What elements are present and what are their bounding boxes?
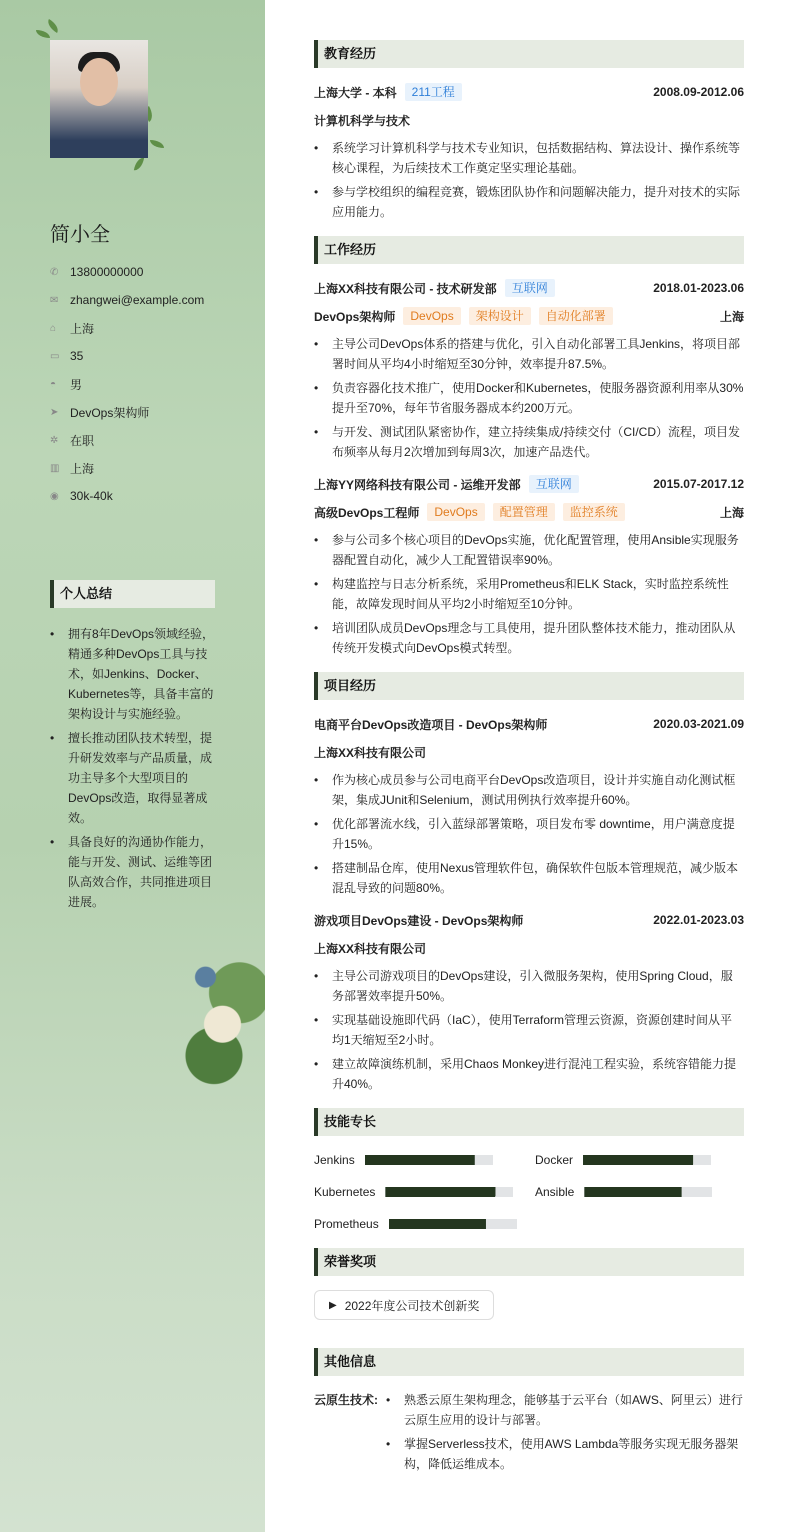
skill-name: Jenkins xyxy=(314,1153,355,1167)
major-row xyxy=(314,110,744,130)
company-row xyxy=(314,278,744,298)
contact-text: 上海 xyxy=(70,321,95,336)
skill-name: Kubernetes xyxy=(314,1185,376,1199)
skill-tag: 自动化部署 xyxy=(539,307,613,325)
school-tag: 211工程 xyxy=(405,83,462,101)
skill-bar-fill xyxy=(584,1187,681,1197)
city-icon: ▥ xyxy=(50,462,60,474)
project-date: 2020.03-2021.09 xyxy=(653,717,744,731)
bullet-list xyxy=(314,334,744,462)
other-bullet: • 掌握Serverless技术，使用AWS Lambda等服务实现无服务器架构，降低运维成本。 xyxy=(386,1434,744,1474)
home-icon: ⌂ xyxy=(50,322,57,334)
bullet-list xyxy=(314,138,744,222)
other-item xyxy=(314,1390,744,1478)
work-date: 2015.07-2017.12 xyxy=(653,477,744,491)
contact-item xyxy=(50,286,204,314)
skill-tag: DevOps xyxy=(403,307,460,325)
contact-text: 在职 xyxy=(70,433,95,448)
bullet-item: • 优化部署流水线，引入蓝绿部署策略，项目发布零 downtime，用户满意度提升15%。 xyxy=(314,814,744,854)
skill-bar-fill xyxy=(365,1155,475,1165)
skills-heading: 技能专长 xyxy=(314,1108,744,1136)
job-role: DevOps架构师 xyxy=(314,309,396,324)
contact-text: 男 xyxy=(70,377,83,392)
age-icon: ▭ xyxy=(50,350,60,362)
project-item xyxy=(314,910,744,1094)
summary-list xyxy=(50,624,218,916)
skill-item xyxy=(314,1182,535,1202)
contact-list xyxy=(50,258,204,510)
gender-icon: ◓ xyxy=(50,378,57,390)
skill-bar xyxy=(583,1155,711,1165)
skill-tag: 架构设计 xyxy=(469,307,531,325)
work-heading: 工作经历 xyxy=(314,236,744,264)
salary-icon: ◉ xyxy=(50,490,59,502)
industry-tag: 互联网 xyxy=(529,475,579,493)
contact-item xyxy=(50,342,204,370)
skill-bar xyxy=(385,1187,513,1197)
school-name: 上海大学 - 本科 xyxy=(314,85,397,100)
role-row xyxy=(314,502,744,522)
sidebar xyxy=(0,0,265,1532)
triangle-right-icon: ▶ xyxy=(329,1299,337,1311)
contact-text: zhangwei@example.com xyxy=(70,293,205,307)
role-row xyxy=(314,306,744,326)
awards-heading: 荣誉奖项 xyxy=(314,1248,744,1276)
project-row xyxy=(314,910,744,930)
company-left xyxy=(314,475,579,493)
skill-name: Prometheus xyxy=(314,1217,379,1231)
project-name: 游戏项目DevOps建设 - DevOps架构师 xyxy=(314,913,524,928)
other-heading: 其他信息 xyxy=(314,1348,744,1376)
project-item xyxy=(314,714,744,898)
major-name: 计算机科学与技术 xyxy=(314,113,411,128)
skill-item xyxy=(314,1150,535,1170)
role-left xyxy=(314,307,613,325)
bullet-item: • 建立故障演练机制，采用Chaos Monkey进行混沌工程实验，系统容错能力提升40%。 xyxy=(314,1054,744,1094)
skill-bar xyxy=(389,1219,517,1229)
status-icon: ✲ xyxy=(50,434,59,446)
education-section xyxy=(314,40,744,222)
contact-text: 13800000000 xyxy=(70,265,144,279)
phone-icon: ✆ xyxy=(50,266,59,278)
job-role: 高级DevOps工程师 xyxy=(314,505,420,520)
project-company-row xyxy=(314,938,744,958)
work-section xyxy=(314,236,744,658)
company-left xyxy=(314,279,555,297)
skill-bar-fill xyxy=(389,1219,486,1229)
flower-decoration xyxy=(180,930,265,1087)
industry-tag: 互联网 xyxy=(505,279,555,297)
bullet-item: • 作为核心成员参与公司电商平台DevOps改造项目，设计并实施自动化测试框架，集成JUnit和Selenium，测试用例执行效率提升60%。 xyxy=(314,770,744,810)
skill-name: Docker xyxy=(535,1153,574,1167)
education-item xyxy=(314,82,744,222)
project-name: 电商平台DevOps改造项目 - DevOps架构师 xyxy=(314,717,548,732)
contact-item xyxy=(50,314,204,342)
company-row xyxy=(314,474,744,494)
contact-item xyxy=(50,482,204,510)
contact-item xyxy=(50,426,204,454)
education-left xyxy=(314,83,462,101)
work-city: 上海 xyxy=(719,309,744,324)
contact-item xyxy=(50,454,204,482)
work-date: 2018.01-2023.06 xyxy=(653,281,744,295)
other-list xyxy=(386,1390,744,1478)
skill-bar-fill xyxy=(385,1187,495,1197)
other-key: 云原生技术: xyxy=(314,1393,378,1407)
work-item xyxy=(314,474,744,658)
skills-section xyxy=(314,1108,744,1234)
skill-item xyxy=(314,1214,535,1234)
summary-item: • 擅长推动团队技术转型，提升研发效率与产品质量，成功主导多个大型项目的DevOps改造，取得显著成效。 xyxy=(50,728,218,828)
project-company: 上海XX科技有限公司 xyxy=(314,941,427,956)
work-city: 上海 xyxy=(719,505,744,520)
bullet-item: • 主导公司游戏项目的DevOps建设，引入微服务架构，使用Spring Cloud，服务部署效率提升50%。 xyxy=(314,966,744,1006)
skill-tag: 配置管理 xyxy=(493,503,555,521)
contact-text: 30k-40k xyxy=(70,489,113,503)
education-row xyxy=(314,82,744,102)
contact-item xyxy=(50,370,204,398)
award-text: 2022年度公司技术创新奖 xyxy=(344,1298,480,1313)
project-company-row xyxy=(314,742,744,762)
contact-item xyxy=(50,398,204,426)
skill-bar xyxy=(365,1155,493,1165)
bullet-item: • 系统学习计算机科学与技术专业知识，包括数据结构、算法设计、操作系统等核心课程，为后续技术工作奠定坚实理论基础。 xyxy=(314,138,744,178)
skill-tag: 监控系统 xyxy=(563,503,625,521)
bullet-item: • 与开发、测试团队紧密协作，建立持续集成/持续交付（CI/CD）流程，项目发布频率从每月2次增加到每周3次，加速产品迭代。 xyxy=(314,422,744,462)
skill-bar xyxy=(584,1187,712,1197)
project-date: 2022.01-2023.03 xyxy=(653,913,744,927)
summary-item: • 拥有8年DevOps领域经验，精通多种DevOps工具与技术，如Jenkins、Docker、Kubernetes等，具备丰富的架构设计与实施经验。 xyxy=(50,624,218,724)
avatar xyxy=(50,40,148,158)
bullet-item: • 参与学校组织的编程竞赛，锻炼团队协作和问题解决能力，提升对技术的实际应用能力。 xyxy=(314,182,744,222)
skill-bar-fill xyxy=(583,1155,693,1165)
award-item[interactable] xyxy=(314,1290,494,1320)
company-name: 上海XX科技有限公司 - 技术研发部 xyxy=(314,281,497,296)
summary-item: • 具备良好的沟通协作能力，能与开发、测试、运维等团队高效合作，共同推进项目进展。 xyxy=(50,832,218,912)
contact-text: DevOps架构师 xyxy=(70,405,150,420)
main-content xyxy=(314,40,744,1492)
bullet-item: • 负责容器化技术推广，使用Docker和Kubernetes，使服务器资源利用率从30%提升至70%，每年节省服务器成本约200万元。 xyxy=(314,378,744,418)
skill-item xyxy=(535,1182,744,1202)
bullet-item: • 参与公司多个核心项目的DevOps实施，优化配置管理，使用Ansible实现服务器配置自动化，减少人工配置错误率90%。 xyxy=(314,530,744,570)
project-company: 上海XX科技有限公司 xyxy=(314,745,427,760)
other-section xyxy=(314,1348,744,1478)
mail-icon: ✉ xyxy=(50,294,59,306)
education-date: 2008.09-2012.06 xyxy=(653,85,744,99)
bullet-list xyxy=(314,530,744,658)
company-name: 上海YY网络科技有限公司 - 运维开发部 xyxy=(314,477,521,492)
bullet-item: • 搭建制品仓库，使用Nexus管理软件包，确保软件包版本管理规范，减少版本混乱导致的问题80%。 xyxy=(314,858,744,898)
contact-item xyxy=(50,258,204,286)
awards-section xyxy=(314,1248,744,1334)
bullet-item: • 实现基础设施即代码（IaC），使用Terraform管理云资源，资源创建时间从平均1天缩短至2小时。 xyxy=(314,1010,744,1050)
bullet-list xyxy=(314,770,744,898)
bullet-item: • 构建监控与日志分析系统，采用Prometheus和ELK Stack，实时监控系统性能，故障发现时间从平均2小时缩短至10分钟。 xyxy=(314,574,744,614)
bullet-item: • 培训团队成员DevOps理念与工具使用，提升团队整体技术能力，推动团队从传统开发模式向DevOps模式转型。 xyxy=(314,618,744,658)
project-heading: 项目经历 xyxy=(314,672,744,700)
position-icon: ➤ xyxy=(50,406,59,418)
project-row xyxy=(314,714,744,734)
contact-text: 35 xyxy=(70,349,84,363)
summary-heading: 个人总结 xyxy=(50,580,215,608)
role-left xyxy=(314,503,625,521)
bullet-list xyxy=(314,966,744,1094)
skill-name: Ansible xyxy=(535,1185,575,1199)
project-section xyxy=(314,672,744,1094)
contact-text: 上海 xyxy=(70,461,95,476)
candidate-name: 简小全 xyxy=(50,224,110,246)
other-bullet: • 熟悉云原生架构理念，能够基于云平台（如AWS、阿里云）进行云原生应用的设计与部署。 xyxy=(386,1390,744,1430)
work-item xyxy=(314,278,744,462)
skill-tag: DevOps xyxy=(427,503,484,521)
bullet-item: • 主导公司DevOps体系的搭建与优化，引入自动化部署工具Jenkins，将项目部署时间从平均4小时缩短至30分钟，效率提升87.5%。 xyxy=(314,334,744,374)
skill-item xyxy=(535,1150,744,1170)
education-heading: 教育经历 xyxy=(314,40,744,68)
